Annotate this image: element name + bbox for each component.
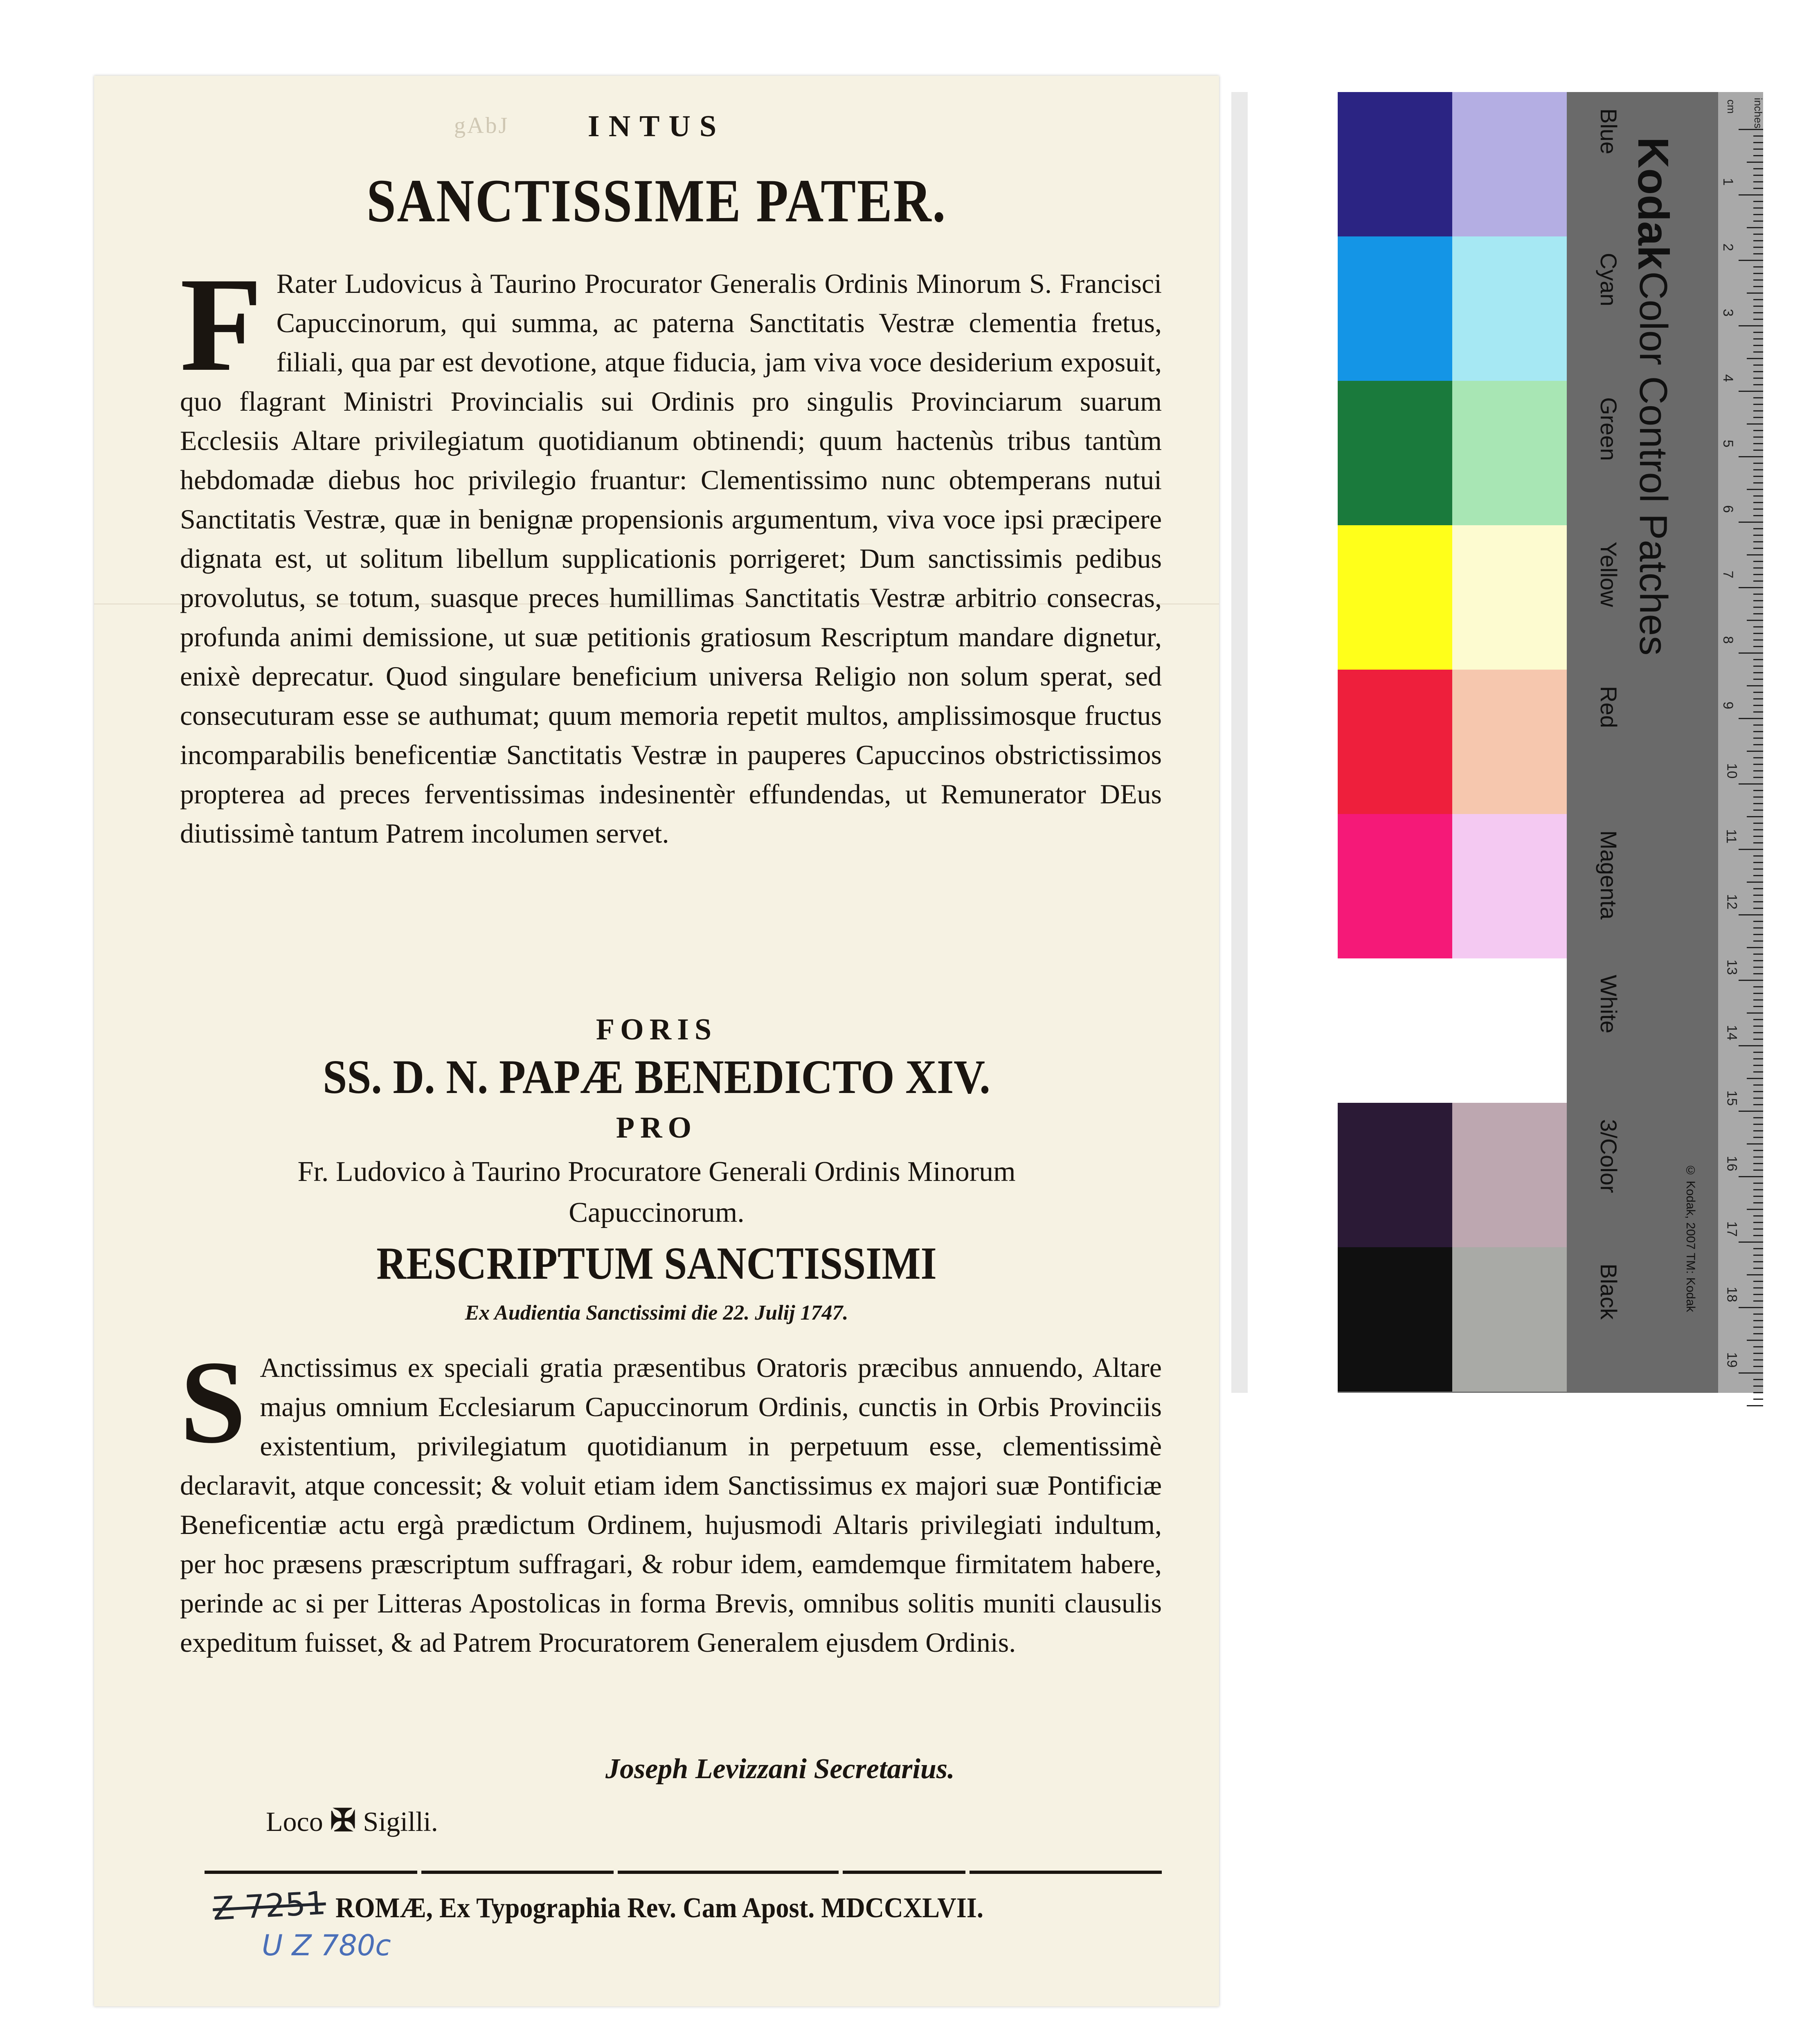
- ruler-tick: [1753, 253, 1763, 254]
- brand-name: Kodak: [1629, 137, 1677, 270]
- ruler-tick: [1753, 666, 1763, 667]
- ruler-tick: [1753, 770, 1763, 771]
- ruler-tick: [1753, 993, 1763, 994]
- ruler-tick: [1753, 482, 1763, 484]
- petition-dropcap: F: [180, 250, 263, 399]
- ruler-tick: [1753, 1327, 1763, 1328]
- ruler-tick: [1753, 1281, 1763, 1282]
- ruler-number: 17: [1724, 1221, 1740, 1237]
- ruler-tick: [1753, 738, 1763, 739]
- ruler-tick: [1753, 1235, 1763, 1236]
- ruler-tick: [1753, 823, 1763, 824]
- ruler-tick: [1753, 895, 1763, 896]
- patch-green-primary: [1338, 381, 1452, 525]
- ruler-tick: [1753, 940, 1763, 942]
- ruler-tick: [1753, 639, 1763, 641]
- page-shadow: [1231, 92, 1248, 1393]
- ruler-tick: [1753, 155, 1763, 156]
- imprint-rule: [205, 1871, 417, 1874]
- ruler-tick: [1753, 1025, 1763, 1027]
- ruler-tick: [1753, 1183, 1763, 1184]
- ruler-tick: [1753, 502, 1763, 503]
- ruler-tick: [1753, 600, 1763, 601]
- ruler-tick: [1753, 404, 1763, 405]
- ruler-number: 2: [1720, 243, 1736, 251]
- patch-white-secondary: [1452, 958, 1567, 1103]
- ruler-tick: [1753, 1268, 1763, 1269]
- ruler-tick: [1753, 1287, 1763, 1289]
- ruler-tick: [1753, 332, 1763, 333]
- ruler-tick: [1739, 587, 1763, 588]
- ruler-tick: [1739, 980, 1763, 981]
- ruler-tick: [1753, 476, 1763, 477]
- ruler-tick: [1753, 594, 1763, 595]
- ruler-tick: [1753, 312, 1763, 313]
- ruler-tick: [1753, 1150, 1763, 1151]
- ruler-tick: [1753, 397, 1763, 398]
- heading-intus: INTUS: [587, 110, 726, 143]
- ruler-tick: [1747, 816, 1763, 817]
- ruler-tick: [1753, 836, 1763, 837]
- ruler-tick: [1753, 1130, 1763, 1131]
- ruler-tick: [1753, 469, 1763, 470]
- ruler-tick: [1747, 1209, 1763, 1210]
- ruler-tick: [1739, 652, 1763, 654]
- ruler-tick: [1753, 234, 1763, 235]
- ruler-tick: [1753, 777, 1763, 778]
- ruler-tick: [1739, 849, 1763, 850]
- ruler-tick: [1753, 1137, 1763, 1138]
- ruler-tick: [1753, 378, 1763, 379]
- petitioner-line-1: Fr. Ludovico à Taurino Procuratore Generali Ordinis Minorum: [297, 1156, 1016, 1187]
- ruler-tick: [1739, 1307, 1763, 1308]
- ruler-tick: [1753, 1255, 1763, 1256]
- ruler-tick: [1753, 541, 1763, 542]
- ruler-number: 11: [1723, 829, 1739, 844]
- ruler-tick: [1753, 829, 1763, 830]
- ruler-tick: [1747, 1143, 1763, 1145]
- document-sheet: [94, 76, 1219, 2006]
- ruler-tick: [1753, 672, 1763, 673]
- ruler-tick: [1753, 345, 1763, 346]
- ruler-tick: [1739, 391, 1763, 392]
- patch-label: Cyan: [1596, 253, 1622, 306]
- ruler-tick: [1753, 626, 1763, 627]
- ruler-tick: [1753, 790, 1763, 791]
- ruler-tick: [1753, 463, 1763, 464]
- ruler-tick: [1739, 718, 1763, 719]
- ruler-tick: [1753, 1196, 1763, 1197]
- ruler-tick: [1753, 1189, 1763, 1190]
- ruler-tick: [1747, 620, 1763, 621]
- patch-cyan-primary: [1338, 236, 1452, 381]
- patch-green-secondary: [1452, 381, 1567, 525]
- patch-yellow-secondary: [1452, 525, 1567, 670]
- seal-right: Sigilli.: [363, 1806, 438, 1837]
- ruler-tick: [1739, 1241, 1763, 1243]
- ruler-tick: [1753, 1202, 1763, 1203]
- ruler-tick: [1753, 744, 1763, 745]
- ruler-tick: [1753, 679, 1763, 680]
- ruler-tick: [1753, 921, 1763, 922]
- patch-label: Red: [1596, 686, 1622, 728]
- ruler-tick: [1753, 1156, 1763, 1158]
- ruler-tick: [1747, 1078, 1763, 1079]
- ruler-tick: [1753, 306, 1763, 307]
- ruler-tick: [1753, 1228, 1763, 1230]
- patch-black-secondary: [1452, 1247, 1567, 1392]
- ruler-tick: [1753, 1359, 1763, 1361]
- ruler-tick: [1753, 1385, 1763, 1387]
- ruler-tick: [1753, 1379, 1763, 1380]
- ruler-number: 16: [1724, 1156, 1740, 1172]
- ruler-tick: [1753, 175, 1763, 176]
- ruler-tick: [1747, 882, 1763, 883]
- ruler-tick: [1753, 705, 1763, 706]
- audience-date: Ex Audientia Sanctissimi die 22. Julij 1747.: [465, 1301, 848, 1325]
- ruler-number: 15: [1724, 1090, 1740, 1106]
- secretary-signature: Joseph Levizzani Secretarius.: [605, 1753, 955, 1785]
- ruler-tick: [1753, 142, 1763, 143]
- ruler-tick: [1753, 535, 1763, 536]
- petition-paragraph: [180, 250, 1162, 1021]
- ruler-tick: [1753, 731, 1763, 732]
- ruler-tick: [1753, 934, 1763, 935]
- ruler-tick: [1753, 633, 1763, 634]
- ruler-tick: [1753, 868, 1763, 870]
- ruler-tick: [1739, 129, 1763, 130]
- patch-3-color-primary: [1338, 1103, 1452, 1247]
- ruler-tick: [1753, 299, 1763, 300]
- ruler-tick: [1753, 1091, 1763, 1092]
- ruler-tick: [1753, 201, 1763, 202]
- shelfmark: U Z 780c: [262, 1929, 391, 1962]
- ruler-tick: [1753, 417, 1763, 418]
- ruler-tick: [1753, 810, 1763, 811]
- ruler-tick: [1753, 240, 1763, 241]
- ruler-tick: [1753, 371, 1763, 372]
- ruler-tick: [1753, 1163, 1763, 1164]
- ruler-tick: [1753, 430, 1763, 431]
- ruler-unit-inches: inches: [1752, 97, 1765, 129]
- ruler-tick: [1753, 1065, 1763, 1066]
- patch-yellow-primary: [1338, 525, 1452, 670]
- ruler-tick: [1753, 273, 1763, 274]
- color-target: [1338, 92, 1718, 1393]
- ruler-tick: [1753, 724, 1763, 726]
- ruler-tick: [1753, 1353, 1763, 1354]
- ruler-tick: [1753, 207, 1763, 209]
- ruler-number: 8: [1720, 636, 1736, 644]
- ruler-tick: [1753, 855, 1763, 857]
- ruler-tick: [1753, 803, 1763, 804]
- ruler-number: 19: [1724, 1352, 1740, 1368]
- ruler-tick: [1739, 260, 1763, 261]
- ruler-number: 1: [1720, 178, 1736, 186]
- ruler-tick: [1747, 751, 1763, 752]
- patch-blue-secondary: [1452, 92, 1567, 236]
- seal-placeholder: [266, 1802, 438, 1839]
- ruler-tick: [1739, 325, 1763, 326]
- ruler-tick: [1747, 227, 1763, 228]
- ruler-tick: [1753, 279, 1763, 281]
- ruler-tick: [1753, 443, 1763, 444]
- ruler-tick: [1753, 1248, 1763, 1249]
- product-name: Color Control Patches: [1631, 271, 1675, 656]
- ruler-tick: [1753, 960, 1763, 961]
- ruler-tick: [1753, 1333, 1763, 1334]
- ruler-tick: [1747, 1012, 1763, 1014]
- ruler-tick: [1753, 188, 1763, 189]
- ruler-tick: [1739, 522, 1763, 523]
- ruler-tick: [1739, 1176, 1763, 1177]
- ruler-tick: [1753, 1084, 1763, 1086]
- ruler-tick: [1753, 1039, 1763, 1040]
- ruler-tick: [1753, 1169, 1763, 1171]
- patch-red-primary: [1338, 670, 1452, 814]
- ruler-tick: [1739, 456, 1763, 457]
- ruler-tick: [1747, 685, 1763, 686]
- ruler-tick: [1753, 135, 1763, 137]
- ruler-tick: [1753, 168, 1763, 169]
- patch-white-primary: [1338, 958, 1452, 1103]
- ruler-tick: [1753, 901, 1763, 902]
- ruler-tick: [1753, 148, 1763, 150]
- ruler-tick: [1753, 1019, 1763, 1020]
- imprint-rule: [843, 1871, 965, 1874]
- ruler-tick: [1753, 1006, 1763, 1007]
- ruler-tick: [1747, 358, 1763, 359]
- ruler-tick: [1753, 286, 1763, 287]
- patch-label: Magenta: [1596, 830, 1622, 920]
- ruler-tick: [1753, 1124, 1763, 1125]
- patch-magenta-secondary: [1452, 814, 1567, 958]
- ruler-tick: [1747, 1274, 1763, 1275]
- ruler-tick: [1753, 999, 1763, 1001]
- ruler-tick: [1747, 1340, 1763, 1341]
- ruler-tick: [1753, 1294, 1763, 1295]
- ruler-tick: [1753, 1097, 1763, 1099]
- ruler-tick: [1747, 1405, 1763, 1406]
- ruler-tick: [1747, 489, 1763, 490]
- ruler-tick: [1753, 1052, 1763, 1053]
- ruler: [1718, 92, 1763, 1393]
- ruler-tick: [1739, 1372, 1763, 1374]
- petition-text: Rater Ludovicus à Taurino Procurator Generalis Ordinis Minorum S. Francisci Capuccinorum, qui summa, ac paterna Sanctitatis Vestræ clementia fretus, filiali, qua par est devotione, atque fiducia, jam viva voce desiderium exposuit, quo flagrant Ministri Provincialis sui Ordinis pro singulis Provinciarum suarum Ecclesiis Altare privilegiatum quotidianum obtinendi; quum hactenùs tribus tantùm hebdomadæ diebus hoc privilegio fruantur: Clementissimo nunc obtemperans nutui Sanctitatis Vestræ, quæ in benignæ propensionis argumentum, viva voce ipsi præcipere dignata est, ut solitum libellum supplicationis porrigeret; Dum sanctissimis pedibus provolutus, se totum, suasque preces humillimas Sanctitatis Vestræ arbitrio consecras, profunda animi demissione, ut suæ petitionis gratiosum Rescriptum mandare dignetur, enixè deprecatur. Quod singulare beneficium universa Religio non solum sperat, sed consecuturam esse se authumat; quum memoria repetit multos, amplissimosque fructus incomparabilis beneficentiæ Sanctitatis Vestræ in pauperes Capuccinos obstrictissimos propterea ad preces ferventissimas indesinentèr effundendas, ut Remunerator DEus diutissimè tantum Patrem incolumen servet.: [180, 268, 1162, 849]
- petitioner-block: [94, 1151, 1219, 1233]
- ruler-tick: [1753, 796, 1763, 798]
- ruler-tick: [1753, 692, 1763, 693]
- ruler-tick: [1753, 181, 1763, 182]
- ruler-tick: [1739, 1111, 1763, 1112]
- rescript-title: RESCRIPTUM SANCTISSIMI: [376, 1238, 937, 1289]
- ruler-tick: [1753, 528, 1763, 529]
- ruler-tick: [1753, 384, 1763, 385]
- ruler-tick: [1753, 410, 1763, 412]
- ruler-tick: [1747, 554, 1763, 555]
- ruler-tick: [1739, 783, 1763, 785]
- ruler-tick: [1747, 162, 1763, 163]
- ruler-tick: [1753, 954, 1763, 955]
- ruler-tick: [1747, 292, 1763, 294]
- ruler-tick: [1753, 1313, 1763, 1315]
- ruler-tick: [1753, 698, 1763, 699]
- imprint-rule: [421, 1871, 614, 1874]
- ruler-number: 13: [1724, 959, 1740, 975]
- patch-label: Black: [1596, 1264, 1622, 1320]
- ruler-tick: [1753, 319, 1763, 320]
- ruler-tick: [1753, 548, 1763, 549]
- ruler-tick: [1753, 338, 1763, 340]
- page-title: SANCTISSIME PATER.: [367, 167, 947, 235]
- ruler-tick: [1739, 914, 1763, 915]
- ruler-tick: [1753, 1032, 1763, 1033]
- patch-red-secondary: [1452, 670, 1567, 814]
- ruler-tick: [1753, 888, 1763, 889]
- ruler-number: 10: [1724, 763, 1740, 779]
- patch-label: 3/Color: [1596, 1119, 1622, 1193]
- ruler-tick: [1753, 862, 1763, 863]
- faded-stamp-text: gAbJ: [454, 113, 509, 138]
- ruler-number: 14: [1724, 1025, 1740, 1041]
- patch-blue-primary: [1338, 92, 1452, 236]
- imprint-rule: [970, 1871, 1162, 1874]
- ruler-number: 3: [1720, 309, 1736, 317]
- ruler-number: 9: [1720, 702, 1736, 709]
- patch-label: Blue: [1596, 108, 1622, 155]
- ruler-tick: [1753, 1215, 1763, 1217]
- ruler-tick: [1753, 1346, 1763, 1347]
- ruler-tick: [1753, 561, 1763, 562]
- ruler-tick: [1753, 450, 1763, 451]
- ruler-tick: [1753, 908, 1763, 909]
- ruler-tick: [1753, 1261, 1763, 1262]
- ruler-tick: [1753, 875, 1763, 876]
- ruler-tick: [1753, 436, 1763, 438]
- label-strip: [1567, 92, 1718, 1393]
- ruler-tick: [1753, 364, 1763, 366]
- ruler-tick: [1747, 947, 1763, 948]
- ruler-tick: [1753, 574, 1763, 575]
- ruler-tick: [1753, 613, 1763, 614]
- ruler-tick: [1753, 927, 1763, 929]
- ruler-tick: [1753, 764, 1763, 765]
- ruler-tick: [1753, 214, 1763, 215]
- ruler-number: 18: [1724, 1286, 1740, 1302]
- ruler-tick: [1753, 646, 1763, 647]
- ruler-tick: [1753, 508, 1763, 510]
- patch-cyan-secondary: [1452, 236, 1567, 381]
- ruler-tick: [1753, 580, 1763, 582]
- heading-foris: FORIS: [596, 1013, 718, 1046]
- ruler-tick: [1753, 515, 1763, 516]
- patch-label: Green: [1596, 397, 1622, 461]
- ruler-tick: [1753, 1399, 1763, 1400]
- ruler-tick: [1739, 194, 1763, 196]
- copyright-notice: © Kodak, 2007 TM: Kodak: [1684, 1164, 1697, 1312]
- ruler-tick: [1753, 247, 1763, 248]
- patch-label: White: [1596, 975, 1622, 1034]
- ruler-tick: [1747, 423, 1763, 425]
- ruler-tick: [1753, 220, 1763, 222]
- patch-magenta-primary: [1338, 814, 1452, 958]
- ruler-tick: [1753, 1300, 1763, 1302]
- ruler-tick: [1753, 1392, 1763, 1393]
- addressee-heading: SS. D. N. PAPÆ BENEDICTO XIV.: [323, 1050, 990, 1104]
- ruler-number: 12: [1724, 894, 1740, 910]
- ruler-tick: [1753, 842, 1763, 843]
- ruler-tick: [1739, 1045, 1763, 1046]
- rescript-dropcap: S: [180, 1336, 246, 1468]
- target-brand: [1628, 137, 1678, 656]
- ruler-tick: [1753, 1366, 1763, 1367]
- ruler-tick: [1753, 266, 1763, 268]
- ruler-number: 5: [1720, 440, 1736, 448]
- ruler-unit-cm: cm: [1725, 99, 1737, 114]
- patch-black-primary: [1338, 1247, 1452, 1392]
- ruler-tick: [1753, 1104, 1763, 1105]
- ruler-tick: [1753, 1071, 1763, 1073]
- ruler-tick: [1753, 967, 1763, 968]
- ruler-tick: [1753, 567, 1763, 569]
- ruler-tick: [1753, 1222, 1763, 1223]
- petitioner-line-2: Capuccinorum.: [569, 1197, 745, 1228]
- ruler-tick: [1753, 973, 1763, 974]
- ruler-tick: [1753, 607, 1763, 608]
- ruler-tick: [1753, 711, 1763, 713]
- ruler-tick: [1753, 1058, 1763, 1059]
- struck-shelfmark: Z 7251: [211, 1885, 327, 1928]
- seal-left: Loco: [266, 1806, 323, 1837]
- ruler-tick: [1753, 986, 1763, 987]
- ruler-tick: [1753, 495, 1763, 497]
- ruler-number: 7: [1720, 571, 1736, 578]
- patch-3-color-secondary: [1452, 1103, 1567, 1247]
- ruler-tick: [1753, 351, 1763, 353]
- ruler-tick: [1753, 1320, 1763, 1321]
- rescript-text: Anctissimus ex speciali gratia præsentibus Oratoris præcibus annuendo, Altare majus omnium Ecclesiarum Capuccinorum Ordinis, cunctis in Orbis Provinciis existentium, privilegiatum quotidianum in perpetuum esse, clementissimè declaravit, atque concessit; & voluit etiam idem Sanctissimus ex majori suæ Pontificiæ Beneficentiæ actu ergà prædictum Ordinem, hujusmodi Altaris privilegiati indultum, per hoc præsens præscriptum suffragari, & robur idem, eamdemque firmitatem habere, perinde ac si per Litteras Apostolicas in forma Brevis, omnibus solitis muniti clausulis expeditum fuisset, & ad Patrem Procuratorem Generalem ejusdem Ordinis.: [180, 1352, 1162, 1658]
- ruler-number: 6: [1720, 505, 1736, 513]
- rescript-paragraph: [180, 1336, 1162, 1749]
- heading-pro: PRO: [616, 1111, 697, 1145]
- ruler-number: 4: [1720, 374, 1736, 382]
- imprint-rule: [618, 1871, 839, 1874]
- printer-imprint: ROMÆ, Ex Typographia Rev. Cam Apost. MDCCXLVII.: [335, 1892, 983, 1924]
- cross-icon: ✠: [330, 1804, 356, 1838]
- patch-label: Yellow: [1596, 542, 1622, 607]
- ruler-tick: [1753, 1117, 1763, 1118]
- ruler-tick: [1753, 659, 1763, 660]
- ruler-tick: [1753, 757, 1763, 758]
